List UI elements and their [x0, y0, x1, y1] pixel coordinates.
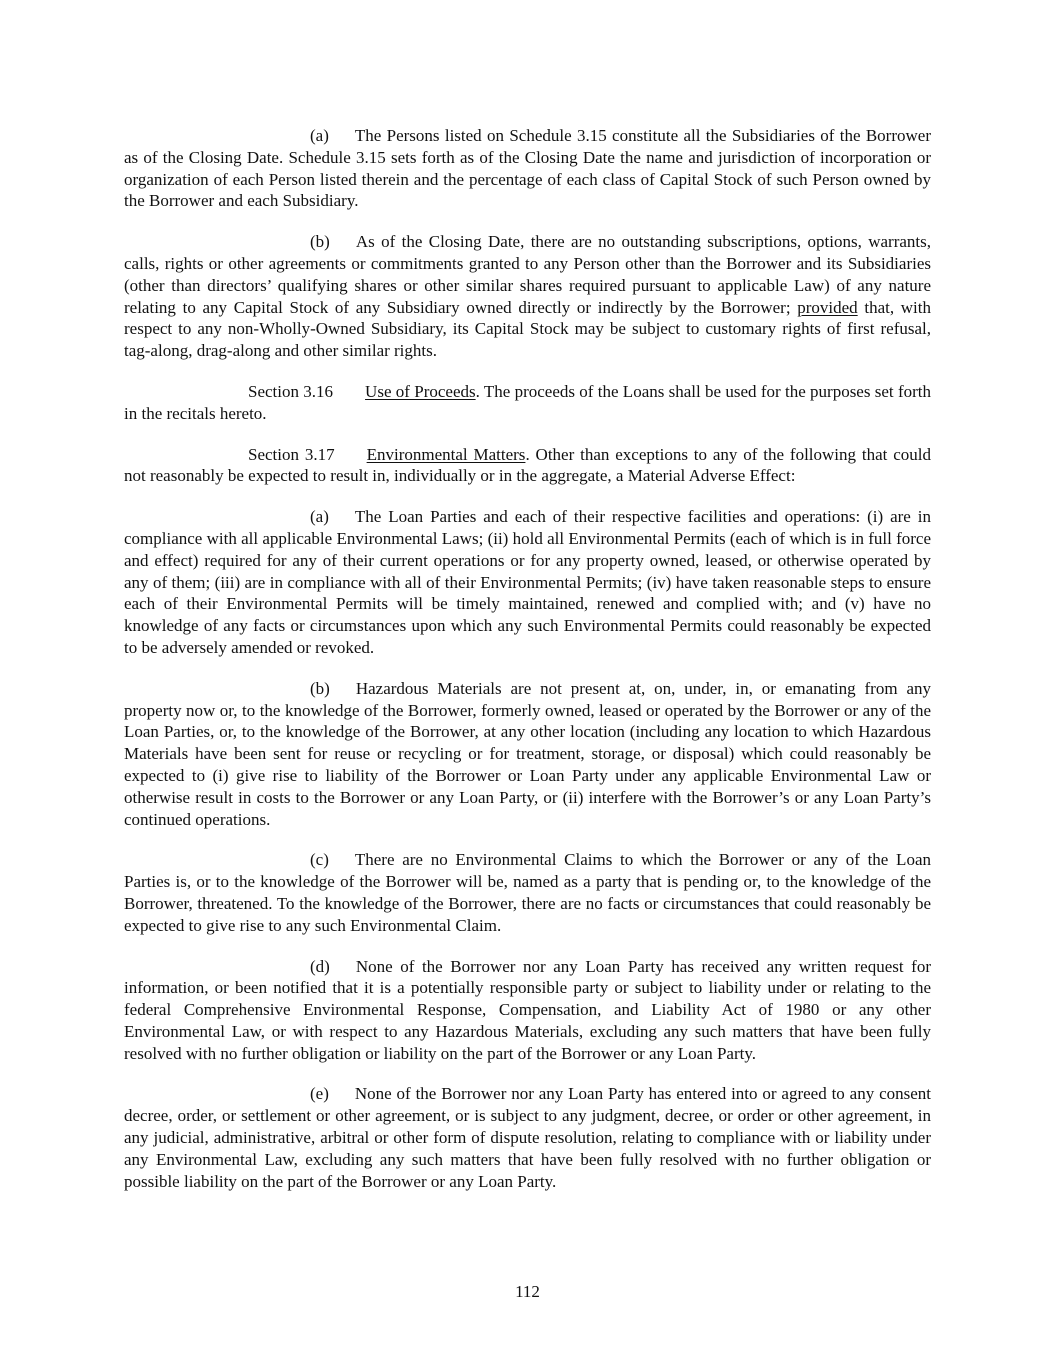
section-3-17 — [124, 444, 931, 488]
provided-term: provided — [797, 297, 858, 317]
paragraph-3-17-c — [124, 849, 931, 936]
clause-label: (a) — [310, 507, 329, 527]
page-number: 112 — [515, 1282, 540, 1301]
clause-text-continued: that, with respect to any non-Wholly-Owned Subsidiary, its Capital Stock may be subject to customary rights of first refusal, tag-along, drag-along and other similar rights. — [124, 297, 931, 361]
clause-label: (b) — [310, 232, 330, 252]
clause-text: The Loan Parties and each of their respective facilities and operations: (i) are in compliance with all applicable Environmental Laws; (ii) hold all Environmental Permits (each of which is in full force and effect) required for any of their current operations or for any property owned, leased, or otherwise operated by any of them; (iii) are in compliance with all of their Environmental Permits; (iv) have taken reasonable steps to ensure each of their Environmental Permits will be timely maintained, renewed and complied with; and (v) have no knowledge of any facts or circumstances upon which any such Environmental Permits could reasonably be expected to be adversely amended or revoked. — [124, 507, 931, 657]
clause-text: None of the Borrower nor any Loan Party has received any written request for information, or been notified that it is a potentially responsible party or subject to liability under or relating to the federal Comprehensive Environmental Response, Compensation, and Liability Act of 1980 or any other Environmental Law, or with respect to any Hazardous Materials, excluding any such matters that have been fully resolved with no further obligation or liability on the part of the Borrower or any Loan Party. — [124, 956, 931, 1063]
section-heading: Environmental Matters — [366, 444, 526, 464]
clause-label: (a) — [310, 126, 329, 145]
clause-text: As of the Closing Date, there are no outstanding subscriptions, options, warrants, calls, rights or other agreements or commitments granted to any Person other than the Borrower and its Subsidiaries (other than directors’ qualifying shares or other similar shares required pursuant to applicable Law) of any nature relating to any Capital Stock of any Subsidiary owned directly or indirectly by the Borrower; — [124, 232, 931, 317]
clause-label: (c) — [310, 850, 329, 870]
clause-text: There are no Environmental Claims to which the Borrower or any of the Loan Parties is, or to the knowledge of the Borrower will be, named as a party that is pending or, to the knowledge of the Borrower, threatened. To the knowledge of the Borrower, there are no facts or circumstances that could reasonably be expected to give rise to any such Environmental Claim. — [124, 850, 931, 935]
document-page — [124, 125, 931, 1211]
clause-text: Hazardous Materials are not present at, on, under, in, or emanating from any property now or, to the knowledge of the Borrower, formerly owned, leased or operated by the Borrower or any of the Loan Parties, or, to the knowledge of the Borrower, at any other location (including any location to which Hazardous Materials have been sent for reuse or recycling or for treatment, storage, or disposal) which could reasonably be expected to (i) give rise to liability of the Borrower or Loan Party under any applicable Environmental Law or otherwise result in costs to the Borrower or any Loan Party, or (ii) interfere with the Borrower’s or any Loan Party’s continued operations. — [124, 678, 931, 829]
clause-text: None of the Borrower nor any Loan Party has entered into or agreed to any consent decree, order, or settlement or other agreement, or is subject to any judgment, decree, or order or other agreement, in any judicial, administrative, arbitral or other form of dispute resolution, relating to compliance with or liability under any Environmental Law, excluding any such matters that have been fully resolved with no further obligation or possible liability on the part of the Borrower or any Loan Party. — [124, 1084, 931, 1191]
clause-label: (e) — [310, 1084, 329, 1104]
section-number: Section 3.16 — [248, 381, 334, 401]
paragraph-3-17-a — [124, 506, 931, 659]
section-3-16 — [124, 381, 931, 425]
section-text: . Other than exceptions to any of the following that could not reasonably be expected to result in, individually or in the aggregate, a Material Adverse Effect: — [124, 444, 931, 486]
paragraph-3-15-a — [124, 125, 931, 212]
clause-label: (d) — [310, 956, 330, 976]
clause-label: (b) — [310, 678, 330, 698]
paragraph-3-15-b — [124, 231, 931, 362]
paragraph-3-17-e — [124, 1083, 931, 1192]
clause-text: The Persons listed on Schedule 3.15 constitute all the Subsidiaries of the Borrower as of the Closing Date. Schedule 3.15 sets forth as of the Closing Date the name and jurisdiction of incorporation or organization of each Person listed therein and the percentage of each class of Capital Stock of such Person owned by the Borrower and each Subsidiary. — [124, 126, 931, 211]
section-number: Section 3.17 — [248, 444, 335, 464]
paragraph-3-17-d — [124, 956, 931, 1065]
section-text: . The proceeds of the Loans shall be used for the purposes set forth in the recitals hereto. — [124, 381, 931, 423]
section-heading: Use of Proceeds — [365, 381, 476, 401]
paragraph-3-17-b — [124, 678, 931, 831]
